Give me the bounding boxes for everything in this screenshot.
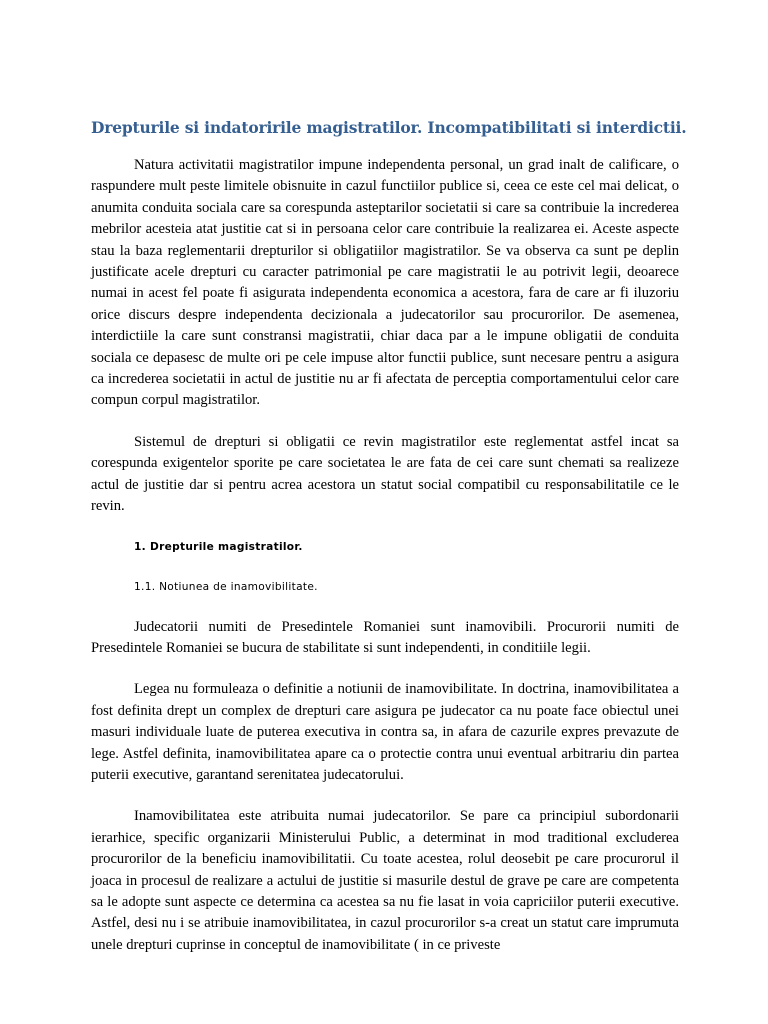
paragraph-spacer	[91, 412, 679, 432]
subsection-heading-irremovability: 1.1. Notiunea de inamovibilitate.	[134, 580, 318, 593]
paragraph-intro: Natura activitatii magistratilor impune independenta personal, un grad inalt de calificare, o raspundere mult peste limitele obisnuite in cazul functiilor publice si, ceea ce este cel mai delicat, o anumita conduita sociala care sa corespunda asteptarilor societatii si care sa contribuie la increderea mebrilor acesteia atat justitie cat si in persoana celor care contribuie la realizarea ei. Aceste aspecte stau la baza reglementarii drepturilor si obligatiilor magistratilor. Se va observa ca sunt pe deplin justificate acele drepturi cu caracter patrimonial pe care magistratii le au potrivit legii, deoarece numai in acest fel poate fi asigurata independenta economica a acestora, fara de care ar fi iluzoriu orice discurs despre independenta decizionala a judecatorilor sau procurorilor. De asemenea, interdictiile la care sunt constransi magistratii, chiar daca par a le impune obligatii de conduita sociala ce depasesc de multe ori pe cele impuse altor functii publice, sunt necesare pentru a asigura ca increderea societatii in actul de justitie nu ar fi afectata de perceptia comportamentului celor care compun corpul magistratilor.	[91, 157, 679, 409]
document-content	[91, 118, 687, 956]
section-heading-rights: 1. Drepturile magistratilor.	[134, 540, 303, 553]
paragraph-spacer	[91, 598, 679, 617]
document-title: Drepturile si indatoririle magistratilor. Incompatibilitati si interdictii.	[91, 118, 687, 137]
paragraph-spacer	[91, 558, 679, 577]
paragraph-prosecutors: Inamovibilitatea este atribuita numai judecatorilor. Se pare ca principiul subordonarii ierarhice, specific organizarii Ministerului Public, a determinat in mod traditional excluderea procurorilor de la beneficiu inamovibilitatii. Cu toate acestea, rolul deosebit pe care procurorul il joaca in procesul de realizare a actului de justitie si masurile destul de grave pe care are competenta sa le adopte sunt aspecte ce determina ca acestea sa nu fie lasat in voia capriciilor puterii executive. Astfel, desi nu i se atribuie inamovibilitatea, in cazul procurorilor s-a creat un statut care imprumuta unele drepturi cuprinse in conceptul de inamovibilitate ( in ce priveste	[91, 808, 679, 953]
paragraph-spacer	[91, 518, 679, 537]
paragraph-spacer	[91, 786, 679, 806]
paragraph-spacer	[91, 659, 679, 679]
paragraph-definition: Legea nu formuleaza o definitie a notiunii de inamovibilitate. In doctrina, inamovibilitatea a fost definita drept un complex de drepturi care asigura pe judecator ca nu poate face obiectul unei masuri individuale luate de puterea executiva in contra sa, in afara de cazurile expres prevazute de lege. Astfel definita, inamovibilitatea apare ca o protectie contra unui eventual arbitrariu din partea puterii executive, garantand serenitatea judecatorului.	[91, 681, 679, 783]
paragraph-system: Sistemul de drepturi si obligatii ce revin magistratilor este reglementat astfel incat sa corespunda exigentelor sporite pe care societatea le are fata de cei care sunt chemati sa realizeze actul de justitie dar si pentru acrea acestora un statut social compatibil cu responsabilitatile ce le revin.	[91, 433, 679, 515]
paragraph-judges: Judecatorii numiti de Presedintele Romaniei sunt inamovibili. Procurorii numiti de Presedintele Romaniei se bucura de stabilitate si sunt independenti, in conditiile legii.	[91, 618, 679, 656]
